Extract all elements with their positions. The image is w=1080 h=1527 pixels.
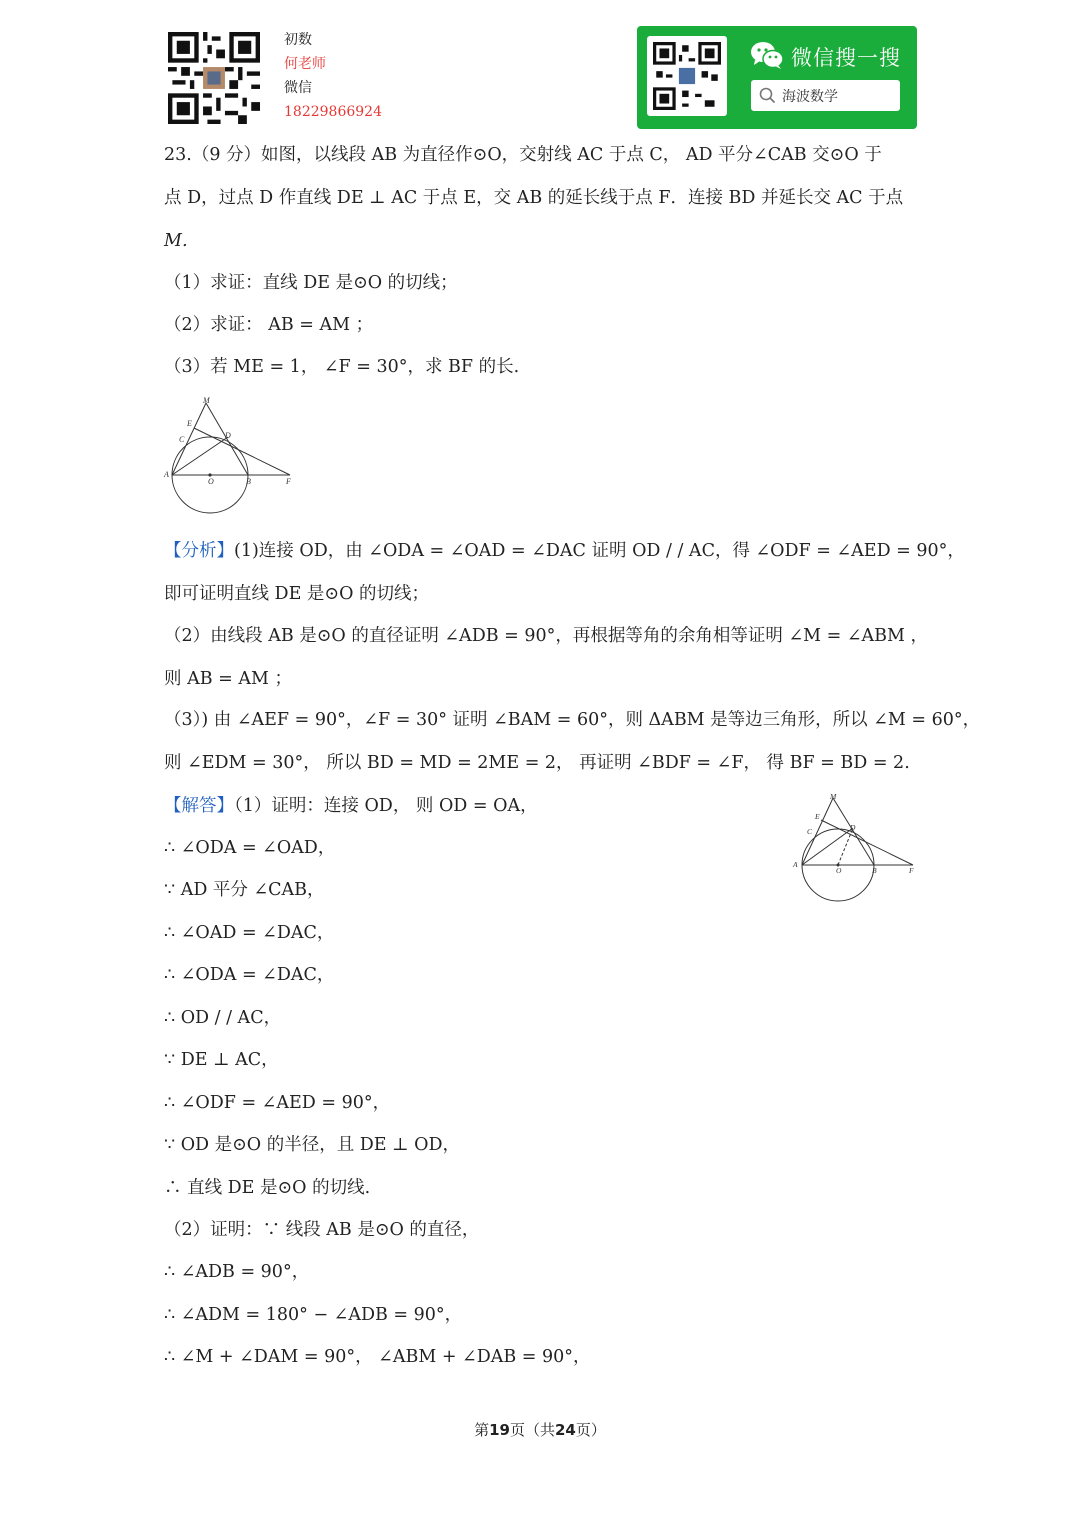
wechat-search-title: 微信搜一搜: [791, 46, 901, 70]
search-icon: [759, 87, 776, 104]
answer-line-14: ∴ ∠M + ∠DAM = 90°， ∠ABM + ∠DAB = 90°，: [164, 1347, 591, 1367]
label-m: M: [203, 396, 210, 405]
answer-line-2: ∴ ∠ODA = ∠OAD，: [164, 838, 336, 858]
analysis-line-5: （3）) 由 ∠AEF = 90°，∠F = 30° 证明 ∠BAM = 60°，则 ΔABM 是等边三角形，所以 ∠M = 60°，: [164, 710, 981, 730]
question-3: （3）若 ME = 1， ∠F = 30°，求 BF 的长.: [164, 357, 520, 377]
geometry-figure: [160, 395, 300, 517]
answer-line-13: ∴ ∠ADM = 180° − ∠ADB = 90°，: [164, 1305, 463, 1325]
answer-label-d: D: [850, 823, 856, 832]
answer-line-9: ∵ OD 是⊙O 的半径，且 DE ⊥ OD，: [164, 1135, 461, 1155]
contact-subject: 初数: [284, 32, 312, 48]
problem-stem-line-1: 23.（9 分）如图，以线段 AB 为直径作⊙O，交射线 AC 于点 C， AD 平分∠CAB 交⊙O 于: [164, 145, 882, 165]
label-b: B: [246, 477, 251, 486]
answer-tag: 【解答】: [164, 796, 234, 816]
wechat-search-box: [751, 80, 900, 111]
analysis-line-6: 则 ∠EDM = 30°， 所以 BD = MD = 2ME = 2， 再证明 ∠BDF = ∠F， 得 BF = BD = 2.: [164, 753, 910, 773]
footer-page-number: 19: [489, 1421, 510, 1439]
answer-label-o: O: [836, 866, 842, 875]
answer-label-m: M: [830, 792, 837, 801]
answer-line-7: ∵ DE ⊥ AC，: [164, 1050, 279, 1070]
analysis-tag: 【分析】: [164, 541, 234, 561]
answer-label-f: F: [909, 866, 914, 875]
contact-phone: 18229866924: [284, 104, 382, 120]
answer-line-1: [164, 792, 538, 817]
answer-label-a: A: [793, 860, 798, 869]
answer-line-11: （2）证明：∵ 线段 AB 是⊙O 的直径，: [164, 1220, 480, 1240]
answer-geometry-figure: [790, 790, 920, 905]
answer-label-b: B: [872, 866, 877, 875]
analysis-line-1: [164, 537, 965, 562]
contact-wechat-label: 微信: [284, 80, 312, 96]
wechat-search-card: [637, 26, 917, 129]
answer-line-6: ∴ OD / / AC，: [164, 1008, 282, 1028]
answer-line-12: ∴ ∠ADB = 90°，: [164, 1262, 310, 1282]
teacher-qr-code: [168, 32, 260, 124]
question-2: （2）求证： AB = AM ；: [164, 315, 374, 335]
label-d: D: [225, 431, 231, 440]
label-a: A: [164, 470, 169, 479]
analysis-line-2: 即可证明直线 DE 是⊙O 的切线；: [164, 584, 430, 604]
answer-line-5: ∴ ∠ODA = ∠DAC，: [164, 965, 335, 985]
label-c: C: [179, 435, 185, 444]
answer-line-4: ∴ ∠OAD = ∠DAC，: [164, 923, 335, 943]
question-1: （1）求证：直线 DE 是⊙O 的切线；: [164, 273, 458, 293]
label-f: F: [286, 477, 291, 486]
footer-mid: 页（共: [509, 1421, 555, 1439]
analysis-line-1-text: (1)连接 OD，由 ∠ODA = ∠OAD = ∠DAC 证明 OD / / AC，得 ∠ODF = ∠AED = 90°，: [234, 541, 965, 561]
answer-label-e: E: [815, 812, 820, 821]
wechat-logo-icon: [750, 40, 784, 70]
problem-stem-line-3: M．: [164, 231, 200, 251]
analysis-line-3: （2）由线段 AB 是⊙O 的直径证明 ∠ADB = 90°，再根据等角的余角相等证明 ∠M = ∠ABM ，: [164, 626, 928, 646]
analysis-line-4: 则 AB = AM ；: [164, 669, 292, 689]
footer-suffix: 页）: [575, 1421, 606, 1439]
problem-stem-line-2: 点 D，过点 D 作直线 DE ⊥ AC 于点 E，交 AB 的延长线于点 F．连接 BD 并延长交 AC 于点: [164, 188, 904, 208]
wechat-qr-code: [647, 36, 727, 116]
footer-total-pages: 24: [555, 1421, 576, 1439]
answer-line-3: ∵ AD 平分 ∠CAB，: [164, 880, 325, 900]
answer-line-8: ∴ ∠ODF = ∠AED = 90°，: [164, 1093, 391, 1113]
wechat-search-query: 海波数学: [782, 89, 838, 105]
answer-line-10: ∴ 直线 DE 是⊙O 的切线.: [164, 1178, 371, 1198]
label-e: E: [187, 419, 192, 428]
page-footer: [0, 1419, 1080, 1440]
contact-info: [284, 28, 382, 124]
contact-teacher: 何老师: [284, 56, 326, 72]
footer-prefix: 第: [474, 1421, 490, 1439]
label-o: O: [208, 477, 214, 486]
answer-label-c: C: [807, 827, 813, 836]
answer-line-1-text: （1）证明：连接 OD， 则 OD = OA，: [234, 796, 538, 816]
